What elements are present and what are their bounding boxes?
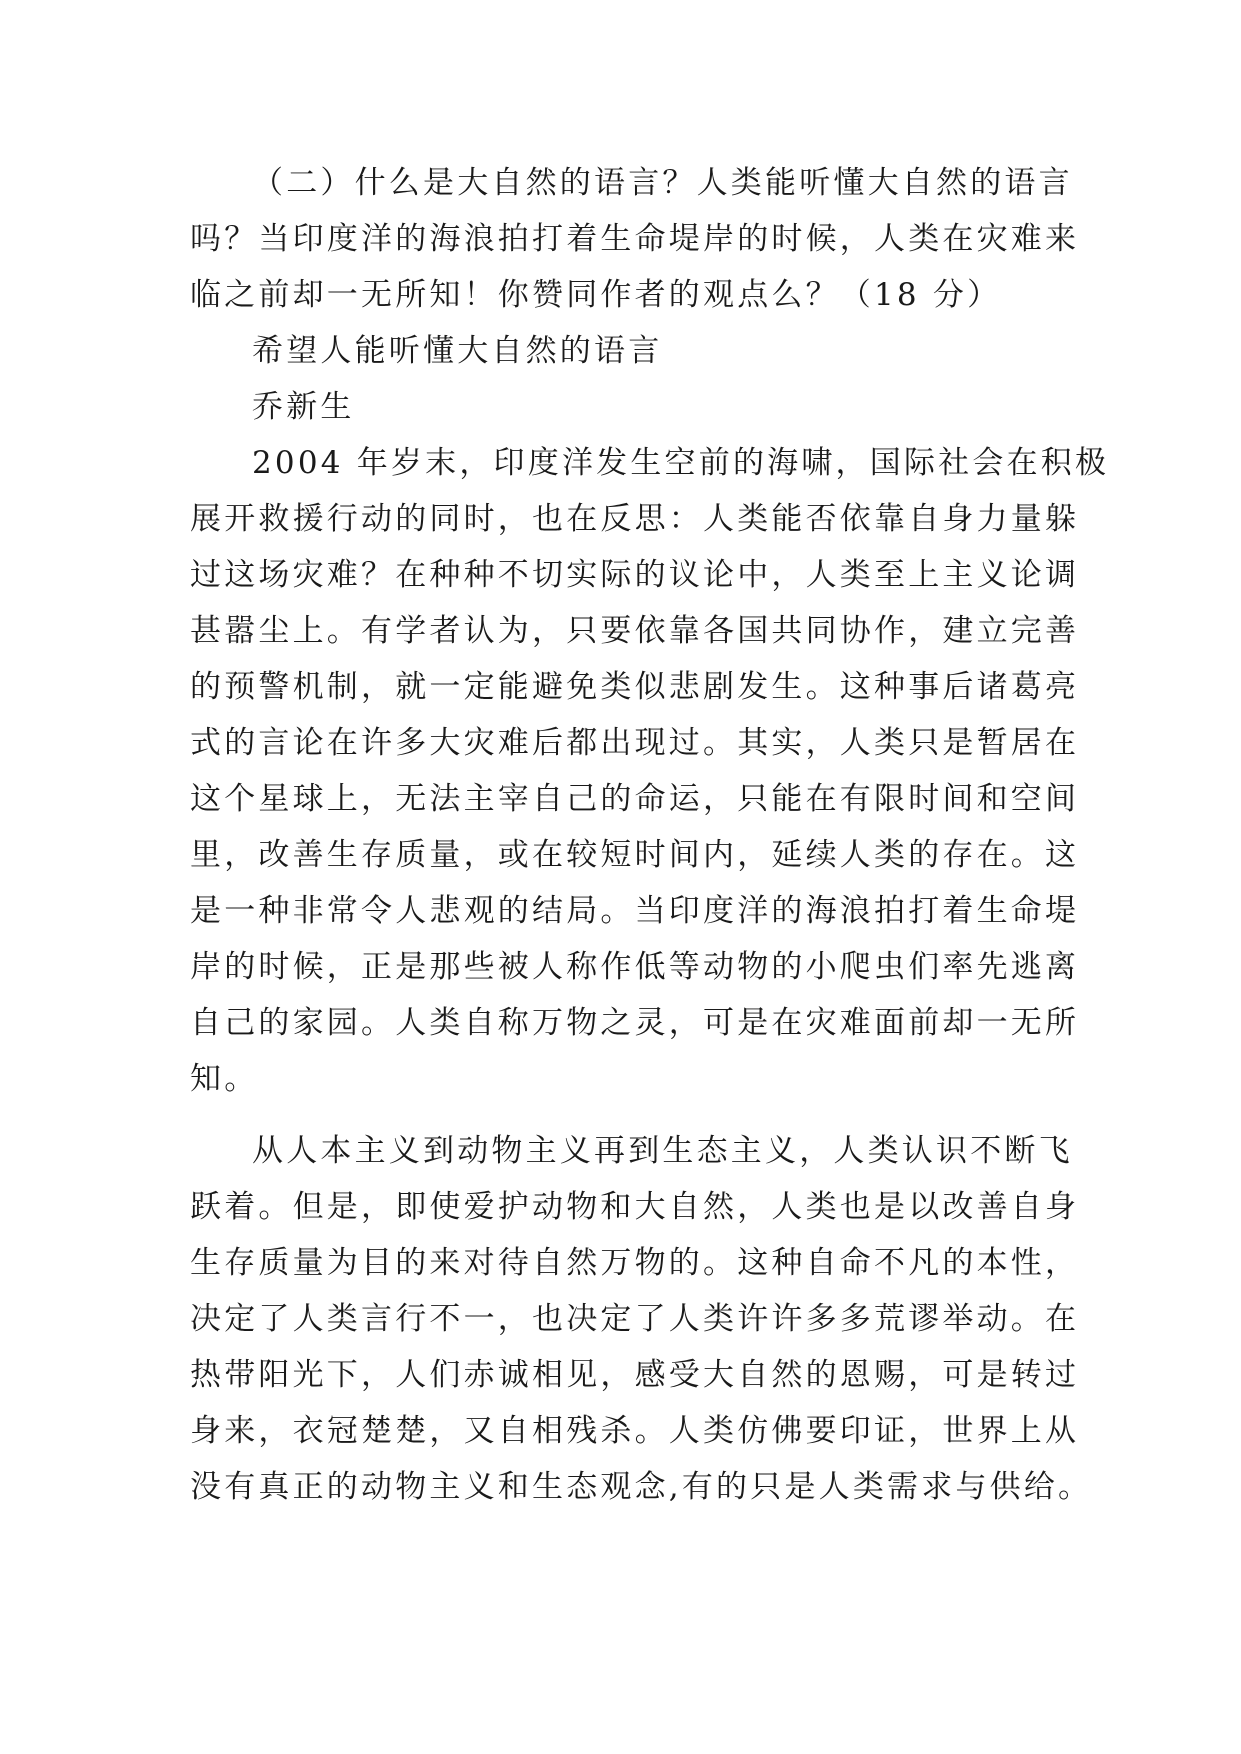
paragraph-line: 里，改善生存质量，或在较短时间内，延续人类的存在。这 (190, 837, 1080, 873)
paragraph-line: 自己的家园。人类自称万物之灵，可是在灾难面前却一无所 (190, 1005, 1080, 1041)
article-title: 希望人能听懂大自然的语言 (252, 333, 663, 369)
paragraph-line: 的预警机制，就一定能避免类似悲剧发生。这种事后诸葛亮 (190, 669, 1080, 705)
paragraph-line: 是一种非常令人悲观的结局。当印度洋的海浪拍打着生命堤 (190, 893, 1080, 929)
paragraph-line: 岸的时候，正是那些被人称作低等动物的小爬虫们率先逃离 (190, 949, 1080, 985)
paragraph-line: 跃着。但是，即使爱护动物和大自然，人类也是以改善自身 (190, 1189, 1080, 1225)
paragraph-line: 没有真正的动物主义和生态观念,有的只是人类需求与供给。 (190, 1469, 1093, 1505)
paragraph-line: 知。 (190, 1061, 259, 1097)
article-author: 乔新生 (252, 389, 355, 425)
paragraph-2 (190, 1123, 1093, 1515)
question-line: （二）什么是大自然的语言？人类能听懂大自然的语言 (252, 165, 1073, 201)
paragraph-gap (190, 1107, 1058, 1123)
paragraph-line: 2004 年岁末，印度洋发生空前的海啸，国际社会在积极 (252, 445, 1110, 481)
paragraph-line: 这个星球上，无法主宰自己的命运，只能在有限时间和空间 (190, 781, 1080, 817)
paragraph-line: 展开救援行动的同时，也在反思：人类能否依靠自身力量躲 (190, 501, 1080, 537)
paragraph-line: 式的言论在许多大灾难后都出现过。其实，人类只是暂居在 (190, 725, 1080, 761)
question-block (190, 155, 1080, 323)
paragraph-1 (190, 435, 1110, 1107)
question-line: 吗？当印度洋的海浪拍打着生命堤岸的时候，人类在灾难来 (190, 221, 1080, 257)
paragraph-line: 从人本主义到动物主义再到生态主义，人类认识不断飞 (252, 1133, 1073, 1169)
paragraph-line: 生存质量为目的来对待自然万物的。这种自命不凡的本性， (190, 1245, 1080, 1281)
document-page (190, 155, 1110, 1515)
paragraph-line: 身来，衣冠楚楚，又自相残杀。人类仿佛要印证，世界上从 (190, 1413, 1080, 1449)
paragraph-line: 过这场灾难？在种种不切实际的议论中，人类至上主义论调 (190, 557, 1080, 593)
question-line: 临之前却一无所知！你赞同作者的观点么？（18 分） (190, 277, 1002, 313)
paragraph-line: 甚嚣尘上。有学者认为，只要依靠各国共同协作，建立完善 (190, 613, 1080, 649)
paragraph-line: 决定了人类言行不一，也决定了人类许许多多荒谬举动。在 (190, 1301, 1080, 1337)
paragraph-line: 热带阳光下，人们赤诚相见，感受大自然的恩赐，可是转过 (190, 1357, 1080, 1393)
